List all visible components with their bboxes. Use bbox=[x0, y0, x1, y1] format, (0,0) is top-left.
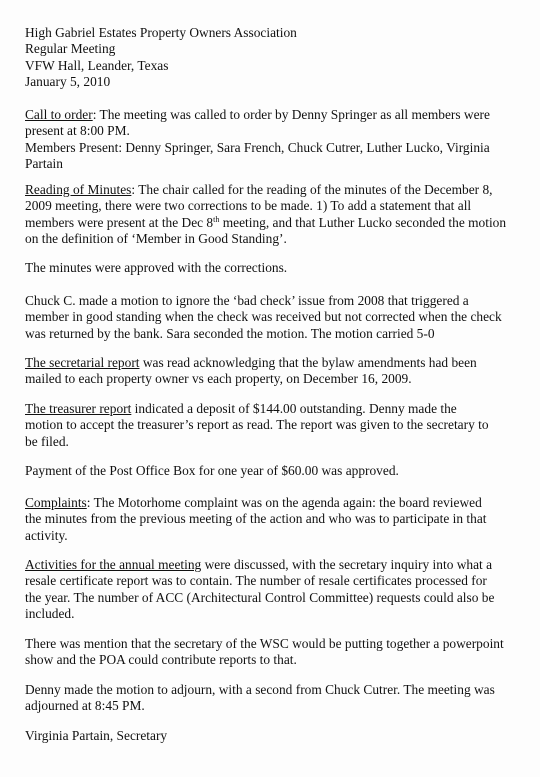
call-to-order-line1 bbox=[25, 107, 525, 123]
meeting-location: VFW Hall, Leander, Texas bbox=[25, 57, 169, 73]
secretary-signature: Virginia Partain, Secretary bbox=[25, 728, 168, 743]
signature-section bbox=[25, 728, 525, 744]
reading-line3 bbox=[25, 215, 525, 231]
reading-of-minutes-heading: Reading of Minutes bbox=[25, 182, 132, 197]
meeting-type: Regular Meeting bbox=[25, 41, 116, 57]
wsc-section bbox=[25, 636, 525, 669]
members-present-line1: Members Present: Denny Springer, Sara French, Chuck Cutrer, Luther Lucko, Virginia bbox=[25, 139, 490, 155]
treasurer-report-heading: The treasurer report bbox=[25, 401, 132, 416]
reading-of-minutes-section bbox=[25, 182, 525, 248]
ordinal-suffix: th bbox=[213, 214, 220, 224]
bad-check-section bbox=[25, 293, 525, 342]
call-to-order-section bbox=[25, 107, 525, 173]
reading-line3-pre: members were present at the Dec 8 bbox=[25, 214, 214, 230]
treasurer-text: indicated a deposit of $144.00 outstanding. Denny made the bbox=[131, 401, 457, 416]
activities-line3: the year. The number of ACC (Architectural Control Committee) requests could also be bbox=[25, 589, 495, 605]
call-to-order-heading: Call to order bbox=[25, 107, 93, 122]
post-office-section bbox=[25, 463, 525, 479]
treasurer-line2: motion to accept the treasurer’s report as read. The report was given to the secretary to bbox=[25, 417, 489, 433]
secretarial-line2: mailed to each property owner vs each property, on December 16, 2009. bbox=[25, 371, 412, 387]
members-present-line2: Partain bbox=[25, 156, 63, 172]
secretarial-report-heading: The secretarial report bbox=[25, 355, 140, 370]
bad-check-line2: member in good standing when the check was received but not corrected when the check bbox=[25, 309, 502, 325]
reading-line1 bbox=[25, 182, 525, 198]
activities-section bbox=[25, 557, 525, 623]
adjourn-line2: adjourned at 8:45 PM. bbox=[25, 698, 145, 714]
complaints-line1 bbox=[25, 495, 525, 511]
minutes-approved-section bbox=[25, 260, 525, 276]
reading-text: : The chair called for the reading of the minutes of the December 8, bbox=[131, 182, 493, 197]
secretarial-text: was read acknowledging that the bylaw amendments had been bbox=[139, 355, 477, 370]
secretarial-report-section bbox=[25, 355, 525, 388]
call-to-order-text: : The meeting was called to order by Denny Springer as all members were bbox=[92, 107, 490, 122]
bad-check-line1: Chuck C. made a motion to ignore the ‘bad check’ issue from 2008 that triggered a bbox=[25, 293, 469, 308]
reading-line3-post: meeting, and that Luther Lucko seconded the motion bbox=[219, 214, 507, 230]
reading-line2: 2009 meeting, there were two corrections to be made. 1) To add a statement that all bbox=[25, 198, 472, 214]
treasurer-line3: be filed. bbox=[25, 433, 69, 449]
complaints-section bbox=[25, 495, 525, 544]
treasurer-line1 bbox=[25, 401, 525, 417]
activities-line4: included. bbox=[25, 606, 75, 622]
post-office-text: Payment of the Post Office Box for one year of $60.00 was approved. bbox=[25, 463, 399, 478]
wsc-line2: show and the POA could contribute reports to that. bbox=[25, 652, 297, 668]
document-header bbox=[25, 25, 525, 91]
complaints-line3: activity. bbox=[25, 527, 68, 543]
wsc-line1: There was mention that the secretary of the WSC would be putting together a powerpoint bbox=[25, 636, 504, 651]
org-name: High Gabriel Estates Property Owners Association bbox=[25, 25, 297, 40]
bad-check-line3: was returned by the bank. Sara seconded the motion. The motion carried 5-0 bbox=[25, 325, 435, 341]
reading-line4: on the definition of ‘Member in Good Standing’. bbox=[25, 231, 287, 247]
complaints-line2: the minutes from the previous meeting of the action and who was to participate in that bbox=[25, 511, 487, 527]
adjourn-line1: Denny made the motion to adjourn, with a second from Chuck Cutrer. The meeting was bbox=[25, 682, 495, 697]
meeting-date: January 5, 2010 bbox=[25, 74, 111, 90]
activities-heading: Activities for the annual meeting bbox=[25, 557, 202, 572]
complaints-heading: Complaints bbox=[25, 495, 87, 510]
secretarial-line1 bbox=[25, 355, 525, 371]
treasurer-report-section bbox=[25, 401, 525, 450]
adjourn-section bbox=[25, 682, 525, 715]
call-to-order-line2: present at 8:00 PM. bbox=[25, 123, 130, 139]
activities-line1 bbox=[25, 557, 525, 573]
activities-text: were discussed, with the secretary inquiry into what a bbox=[201, 557, 493, 572]
activities-line2: resale certificate report was to contain. The number of resale certificates processed for bbox=[25, 573, 487, 589]
complaints-text: : The Motorhome complaint was on the agenda again: the board reviewed bbox=[86, 495, 482, 510]
minutes-approved-text: The minutes were approved with the corrections. bbox=[25, 260, 288, 275]
